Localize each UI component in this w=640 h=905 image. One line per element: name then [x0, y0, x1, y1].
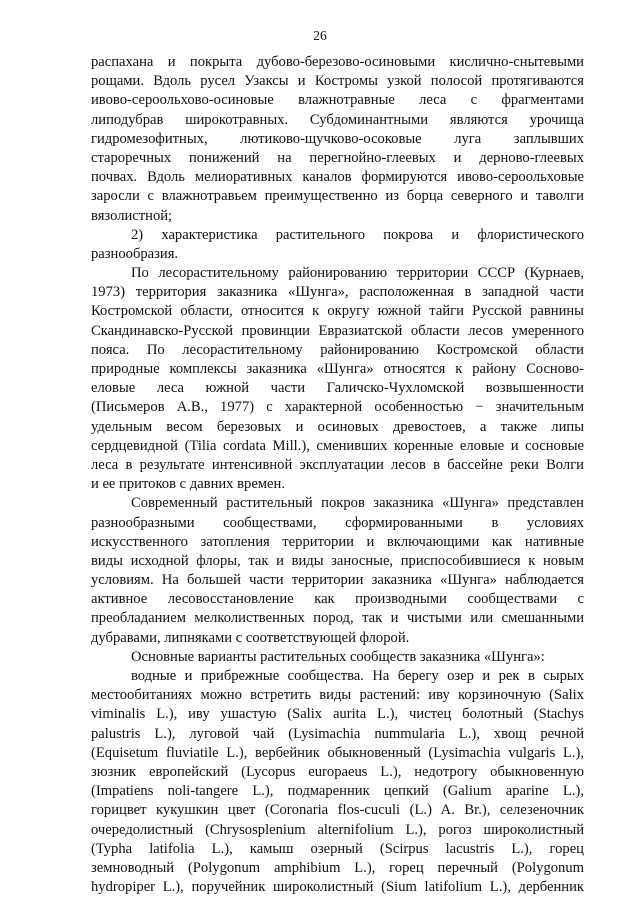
- text-line: (Typha latifolia L.), камыш озерный (Scirpus lacustris L.), горец: [91, 840, 584, 857]
- text-line: преобладанием мелколиственных пород, так и чистыми или смешанными: [91, 610, 584, 627]
- text-line: искусственного затопления территории и включающими как нативные: [91, 533, 584, 550]
- text-line: 2) характеристика растительного покрова и флористического: [131, 226, 584, 243]
- document-body: [91, 53, 584, 897]
- text-line: рощами. Вдоль русел Узаксы и Костромы узкой полосой протягиваются: [91, 73, 584, 90]
- text-line: удельным весом березовых и осиновых древостоев, а также липы: [91, 418, 584, 435]
- text-line: еловые леса южной части Галичско-Чухломской возвышенности: [91, 380, 584, 397]
- page-number: 26: [313, 28, 327, 43]
- text-line: виды исходной флоры, так и виды заносные, приспособившиеся к новым: [91, 552, 584, 569]
- text-line: palustris L.), луговой чай (Lysimachia nummularia L.), хвощ речной: [91, 725, 584, 742]
- text-line: (Impatiens noli-tangere L.), подмаренник цепкий (Galium aparine L.),: [91, 783, 584, 800]
- text-line: ивово-сероольхово-осиновые влажнотравные леса с фрагментами: [91, 92, 584, 109]
- text-line: 1973) территория заказника «Шунга», расположенная в западной части: [91, 284, 584, 301]
- text-line: активное лесовосстановление как производными сообществами с: [91, 591, 584, 608]
- text-line: зюзник европейский (Lycopus europaeus L.), недотрогу обыкновенную: [91, 763, 584, 780]
- text-line: старорeчных понижений на перегнойно-глеевых и дерново-глеевых: [91, 149, 584, 166]
- text-line: местообитаниях можно встретить виды растений: иву корзиночную (Salix: [91, 687, 584, 704]
- text-line: разнообразия.: [91, 245, 179, 262]
- text-line: почвах. Вдоль мелиоративных каналов формируются ивово-сероольховые: [91, 169, 584, 186]
- text-line: вязолистной;: [91, 207, 173, 224]
- text-line: горицвет кукушкин цвет (Coronaria flos-cuculi (L.) A. Br.), селезеночник: [91, 802, 584, 819]
- text-line: земноводный (Polygonum amphibium L.), горец перечный (Polygonum: [91, 859, 584, 876]
- text-line: hydropiper L.), поручейник широколистный (Sium latifolium L.), дербенник: [91, 879, 584, 896]
- text-line: Современный растительный покров заказника «Шунга» представлен: [131, 495, 584, 512]
- text-line: По лесорастительному районированию территории СССР (Курнаев,: [131, 265, 584, 282]
- text-line: очередолистный (Chrysosplenium alternifolium L.), рогоз широколистный: [91, 821, 584, 838]
- text-line: гидромезофитных, лютиково-щучково-осоковые луга заплывших: [91, 130, 584, 147]
- text-line: леса в результате интенсивной эксплуатации лесов в бассейне реки Волги: [91, 456, 584, 473]
- text-line: дубравами, липняками с соответствующей флорой.: [91, 629, 410, 646]
- text-line: липодубрав широкотравных. Субдоминантными являются урочища: [91, 111, 584, 128]
- text-line: природные комплексы заказника «Шунга» относятся к району Сосново-: [91, 361, 584, 377]
- text-line: и ее притоков с давних времен.: [91, 476, 285, 493]
- text-line: распахана и покрыта дубово-березово-осиновыми кислично-снытевыми: [91, 54, 584, 70]
- text-line: (Письмеров А.В., 1977) с характерной особенностью − значительным: [91, 399, 584, 416]
- text-line: разнообразными сообществами, сформированными в условиях: [91, 514, 584, 531]
- text-line: условиям. На большей части территории заказника «Шунга» наблюдается: [91, 572, 584, 589]
- text-line: viminalis L.), иву ушастую (Salix aurita L.), чистец болотный (Stachys: [91, 706, 584, 723]
- text-line: Костромской области, относится к округу южной тайги Русской равнины: [91, 303, 584, 320]
- text-line: Основные варианты растительных сообществ заказника «Шунга»:: [131, 648, 545, 665]
- text-line: пояса. По лесорастительному районированию Костромской области: [91, 341, 584, 358]
- text-line: сердцевидной (Tilia cordata Mill.), сменивших коренные еловые и сосновые: [91, 437, 584, 454]
- text-line: водные и прибрежные сообщества. На берегу озер и рек в сырых: [131, 668, 584, 684]
- text-line: (Equisetum fluviatile L.), вербейник обыкновенный (Lysimachia vulgaris L.),: [91, 744, 584, 761]
- text-line: Скандинавско-Русской провинции Евразиатской области лесов умеренного: [91, 322, 584, 339]
- text-line: заросли с влажнотравьем преимущественно из борца северного и таволги: [91, 188, 584, 205]
